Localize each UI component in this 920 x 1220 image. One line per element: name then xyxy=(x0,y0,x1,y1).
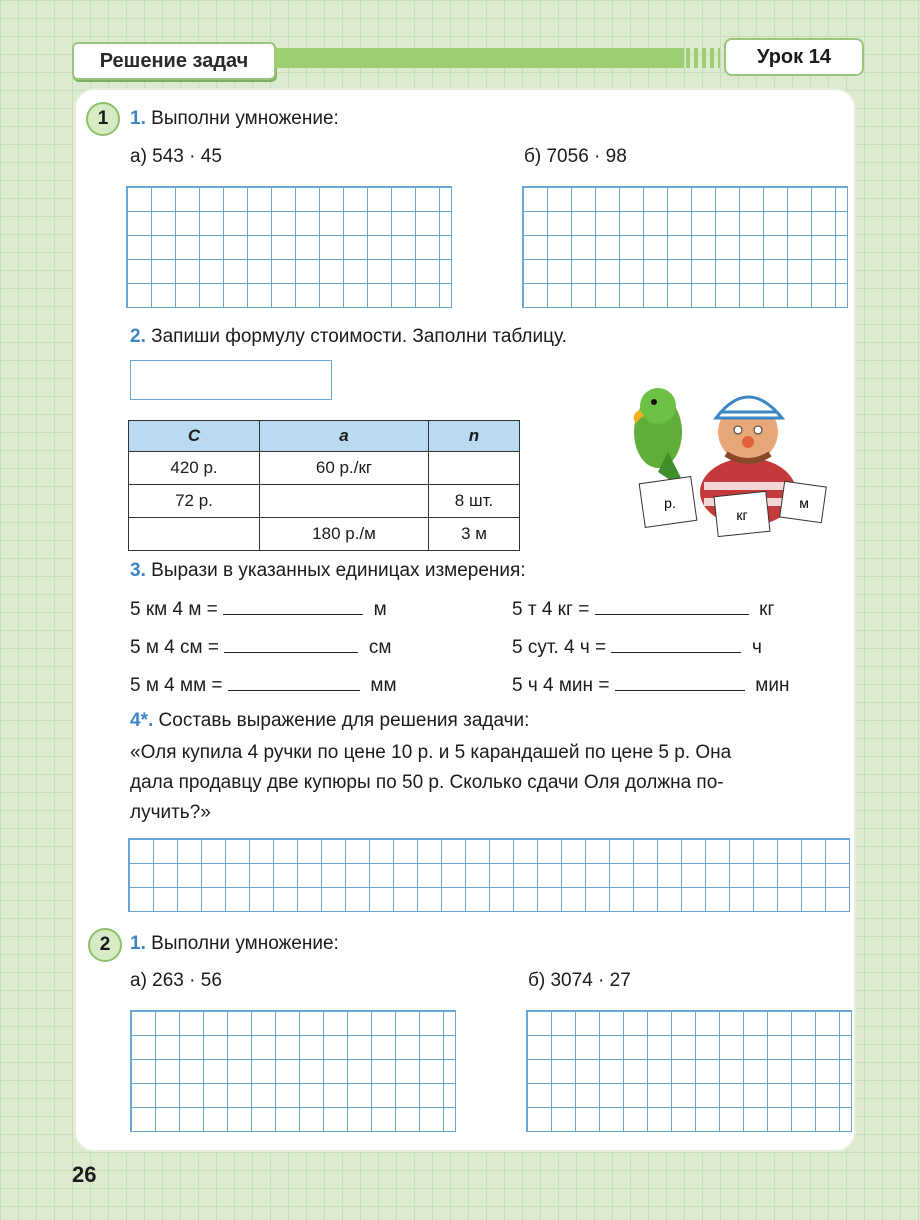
table-header: n xyxy=(429,421,520,452)
answer-line[interactable] xyxy=(611,634,741,653)
answer-line[interactable] xyxy=(228,672,360,691)
answer-grid-1b[interactable] xyxy=(522,186,848,308)
svg-text:р.: р. xyxy=(664,495,676,511)
answer-grid-4[interactable] xyxy=(128,838,850,912)
lesson-label: Урок 14 xyxy=(724,38,864,76)
card-ruble xyxy=(639,477,697,528)
table-cell: 420 р. xyxy=(129,452,260,485)
table-cell: 180 р./м xyxy=(260,518,429,551)
task-4-heading: 4*. Составь выражение для решения задачи: xyxy=(130,710,530,731)
answer-line[interactable] xyxy=(615,672,745,691)
block-badge-1: 1 xyxy=(86,102,120,136)
answer-grid-2b[interactable] xyxy=(526,1010,852,1132)
task-2-heading: 2. Запиши формулу стоимости. Заполни таблицу. xyxy=(130,326,567,347)
header-ticks xyxy=(686,48,720,68)
task-2-1b-label: б) 3074 · 27 xyxy=(528,970,631,991)
table-cell[interactable] xyxy=(429,452,520,485)
boy-hat xyxy=(716,397,782,418)
formula-input-box[interactable] xyxy=(130,360,332,400)
table-cell: 8 шт. xyxy=(429,485,520,518)
page-number: 26 xyxy=(72,1162,97,1187)
answer-line[interactable] xyxy=(223,596,363,615)
parrot-boy-illustration xyxy=(618,372,838,542)
task-1-heading: 1. Выполни умножение: xyxy=(130,108,339,129)
table-cell: 60 р./кг xyxy=(260,452,429,485)
conversion-item: 5 м 4 см = см xyxy=(130,634,391,659)
answer-line[interactable] xyxy=(224,634,358,653)
parrot-eye xyxy=(651,399,657,405)
answer-line[interactable] xyxy=(595,596,749,615)
card-meter xyxy=(780,481,827,522)
table-cell: 72 р. xyxy=(129,485,260,518)
answer-grid-2a[interactable] xyxy=(130,1010,456,1132)
table-header: C xyxy=(129,421,260,452)
task-3-heading: 3. Вырази в указанных единицах измерения: xyxy=(130,560,526,581)
task-2-1-heading: 1. Выполни умножение: xyxy=(130,933,339,954)
conversion-item: 5 т 4 кг = кг xyxy=(512,596,774,621)
table-cell: 3 м xyxy=(429,518,520,551)
table-header: a xyxy=(260,421,429,452)
task-2-1a-label: а) 263 · 56 xyxy=(130,970,222,991)
task-4-line-2: дала продавцу две купюры по 50 р. Сколько сдачи Оля должна по- xyxy=(130,772,724,793)
conversion-item: 5 м 4 мм = мм xyxy=(130,672,397,697)
table-cell[interactable] xyxy=(260,485,429,518)
block-badge-2: 2 xyxy=(88,928,122,962)
task-4-line-3: лучить?» xyxy=(130,802,211,823)
parrot-head xyxy=(640,388,676,424)
answer-grid-1a[interactable] xyxy=(126,186,452,308)
section-title: Решение задач xyxy=(72,42,276,80)
svg-text:м: м xyxy=(799,495,809,511)
cost-table xyxy=(128,420,520,551)
task-4-line-1: «Оля купила 4 ручки по цене 10 р. и 5 карандашей по цене 5 р. Она xyxy=(130,742,732,763)
task-1a-label: а) 543 · 45 xyxy=(130,146,222,167)
task-1b-label: б) 7056 · 98 xyxy=(524,146,627,167)
table-cell[interactable] xyxy=(129,518,260,551)
conversion-item: 5 км 4 м = м xyxy=(130,596,387,621)
conversion-item: 5 ч 4 мин = мин xyxy=(512,672,789,697)
svg-text:кг: кг xyxy=(736,507,748,523)
conversion-item: 5 сут. 4 ч = ч xyxy=(512,634,762,659)
card-kilogram xyxy=(714,491,770,536)
header-bar xyxy=(274,48,684,68)
